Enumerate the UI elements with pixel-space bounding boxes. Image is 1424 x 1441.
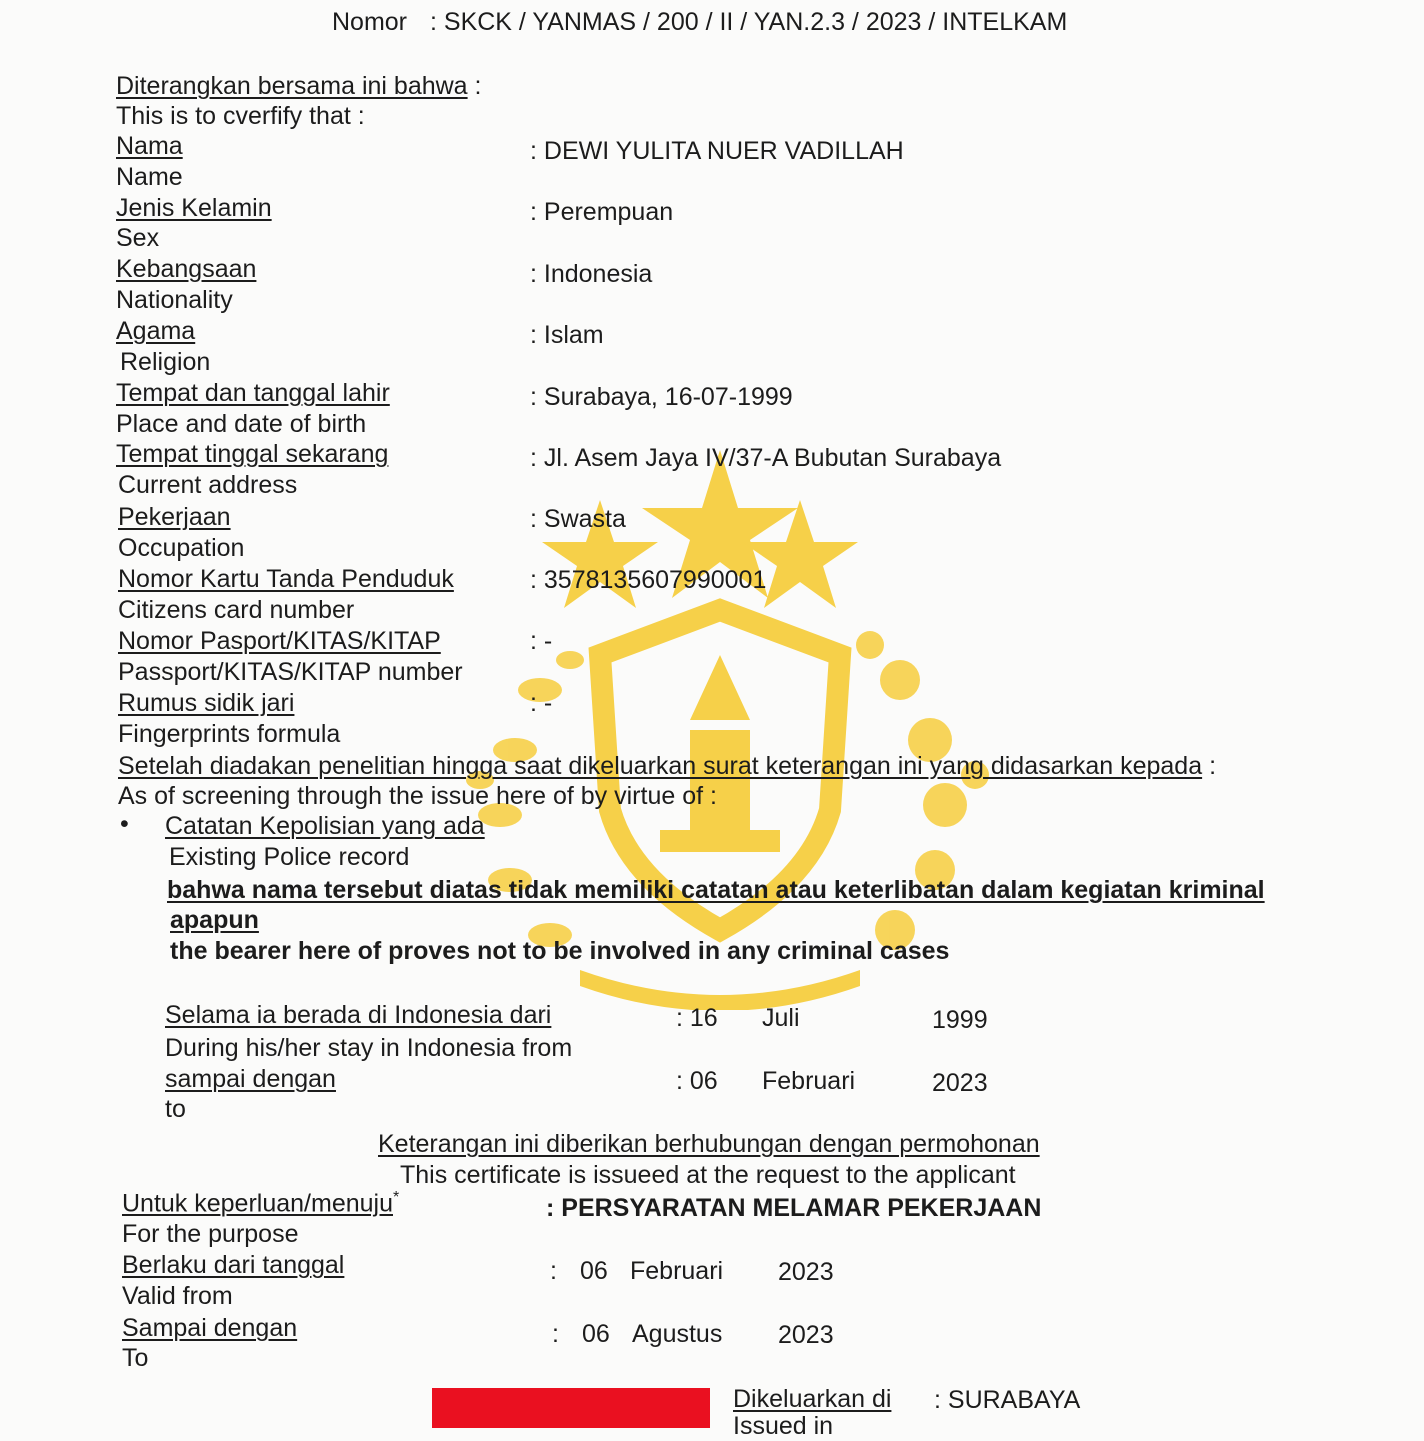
- record-statement-line2: apapun: [170, 906, 259, 934]
- certificate-note: Keterangan ini diberikan berhubungan dengan permohonan: [378, 1130, 1040, 1158]
- address-label-en: Current address: [118, 471, 298, 499]
- sex-value: : Perempuan: [530, 198, 674, 226]
- stay-from-year: 1999: [932, 1006, 988, 1034]
- valid-from-month: Februari: [630, 1257, 724, 1285]
- valid-to-day: 06: [582, 1320, 610, 1348]
- record-statement-line1: bahwa nama tersebut diatas tidak memiliki catatan atau keterlibatan dalam kegiatan kriminal: [167, 876, 1265, 904]
- stay-from-label: Selama ia berada di Indonesia dari: [165, 1001, 552, 1029]
- passport-label: Nomor Pasport/KITAS/KITAP: [118, 627, 441, 655]
- stay-from-month: Juli: [762, 1004, 800, 1032]
- nik-value: : 3578135607990001: [530, 566, 767, 594]
- purpose-label-en: For the purpose: [122, 1220, 299, 1248]
- screening-statement: Setelah diadakan penelitian hingga saat dikeluarkan surat keterangan ini yang didasarkan kepada :: [118, 752, 1217, 780]
- valid-to-year: 2023: [778, 1321, 834, 1349]
- address-label: Tempat tinggal sekarang: [116, 440, 389, 468]
- sex-label-en: Sex: [116, 224, 160, 252]
- document-number-label: Nomor: [332, 8, 408, 36]
- police-record-label: Catatan Kepolisian yang ada: [165, 812, 485, 840]
- passport-value: : -: [530, 627, 553, 655]
- valid-to-label-en: To: [122, 1344, 149, 1372]
- fingerprint-label-en: Fingerprints formula: [118, 720, 341, 748]
- intro-statement-en: This is to cverfify that :: [116, 102, 365, 130]
- valid-to-month: Agustus: [632, 1320, 723, 1348]
- valid-from-year: 2023: [778, 1258, 834, 1286]
- document-number: : SKCK / YANMAS / 200 / II / YAN.2.3 / 2023 / INTELKAM: [430, 8, 1068, 36]
- fingerprint-label: Rumus sidik jari: [118, 689, 295, 717]
- nationality-value: : Indonesia: [530, 260, 653, 288]
- nationality-label-en: Nationality: [116, 286, 233, 314]
- stay-to-month: Februari: [762, 1067, 856, 1095]
- stay-to-day: : 06: [676, 1067, 718, 1095]
- religion-value: : Islam: [530, 321, 604, 349]
- bullet: •: [120, 810, 129, 838]
- issued-label: Dikeluarkan di: [733, 1385, 892, 1413]
- occupation-label-en: Occupation: [118, 534, 245, 562]
- issued-label-en: Issued in: [733, 1412, 834, 1440]
- nik-label-en: Citizens card number: [118, 596, 355, 624]
- passport-label-en: Passport/KITAS/KITAP number: [118, 658, 463, 686]
- occupation-value: : Swasta: [530, 505, 626, 533]
- valid-from-label-en: Valid from: [122, 1282, 233, 1310]
- certificate-note-en: This certificate is issueed at the request to the applicant: [400, 1161, 1016, 1189]
- religion-label: Agama: [116, 317, 196, 345]
- name-label-en: Name: [116, 163, 183, 191]
- police-record-label-en: Existing Police record: [169, 843, 410, 871]
- birth-label: Tempat dan tanggal lahir: [116, 379, 390, 407]
- screening-statement-en: As of screening through the issue here of by virtue of :: [118, 782, 717, 810]
- sex-label: Jenis Kelamin: [116, 194, 272, 222]
- stay-from-day: : 16: [676, 1004, 718, 1032]
- stay-from-label-en: During his/her stay in Indonesia from: [165, 1034, 573, 1062]
- occupation-label: Pekerjaan: [118, 503, 231, 531]
- address-value: : Jl. Asem Jaya IV/37-A Bubutan Surabaya: [530, 444, 1002, 472]
- valid-from-colon: :: [550, 1257, 557, 1285]
- stay-to-year: 2023: [932, 1069, 988, 1097]
- purpose-value: : PERSYARATAN MELAMAR PEKERJAAN: [546, 1194, 1042, 1222]
- nik-label: Nomor Kartu Tanda Penduduk: [118, 565, 454, 593]
- name-label: Nama: [116, 132, 183, 160]
- nationality-label: Kebangsaan: [116, 255, 257, 283]
- valid-from-day: 06: [580, 1257, 608, 1285]
- valid-to-label: Sampai dengan: [122, 1314, 298, 1342]
- issued-value: : SURABAYA: [934, 1386, 1081, 1414]
- record-statement-en: the bearer here of proves not to be involved in any criminal cases: [170, 937, 950, 965]
- religion-label-en: Religion: [120, 348, 211, 376]
- stay-to-label-en: to: [165, 1095, 186, 1123]
- purpose-label: Untuk keperluan/menuju*: [122, 1189, 400, 1218]
- intro-statement: Diterangkan bersama ini bahwa :: [116, 72, 482, 100]
- stay-to-label: sampai dengan: [165, 1065, 336, 1093]
- fingerprint-value: : -: [530, 689, 553, 717]
- valid-to-colon: :: [552, 1320, 559, 1348]
- name-value: : DEWI YULITA NUER VADILLAH: [530, 137, 904, 165]
- valid-from-label: Berlaku dari tanggal: [122, 1251, 345, 1279]
- red-stamp: [432, 1388, 710, 1428]
- birth-label-en: Place and date of birth: [116, 410, 367, 438]
- police-emblem-watermark: [420, 430, 1040, 1010]
- birth-value: : Surabaya, 16-07-1999: [530, 383, 793, 411]
